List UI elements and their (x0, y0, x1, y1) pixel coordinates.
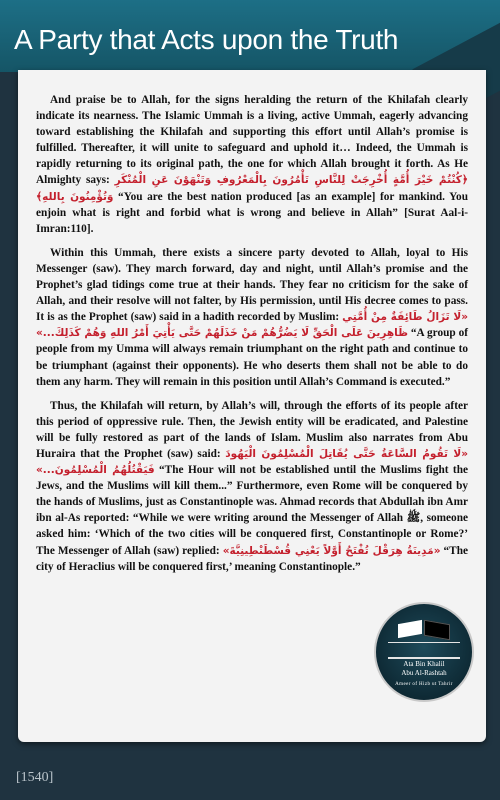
page-number: [1540] (16, 770, 54, 785)
emblem-subtitle: Ameer of Hizb ut Tahrir (395, 682, 453, 687)
emblem-name-line2: Abu Al-Rashtah (401, 669, 447, 677)
paragraph-2 (36, 245, 468, 390)
hadith-arabic: «لَا تَزَالُ طَائِفَةٌ مِنْ أُمَّتِي ظَاهِرِينَ عَلَى الْحَقِّ لَا يَضُرُّهُمْ مَنْ خَذَلَهُمْ حَتَّى يَأْتِيَ أَمْرُ اللهِ وَهُمْ كَذَلِكَ...» (36, 311, 468, 340)
paragraph-text: “The city of Heraclius will be conquered first,’ meaning Constantinople.” (36, 544, 469, 573)
hadith-arabic: «لَا تَقُومُ السَّاعَةُ حَتَّى يُقَاتِلَ الْمُسْلِمُونَ الْيَهُودَ فَيَقْتُلُهُمُ الْمُسْلِمُونَ...» (36, 447, 468, 477)
black-flag-icon (424, 620, 450, 641)
white-flag-icon (398, 620, 422, 638)
paragraph-text: And praise be to Allah, for the signs heralding the return of the Khilafah clearly indicate its nearness. The Islamic Ummah is a living, active Ummah, eagerly advancing toward establishing the Khilafah and supporting this effort until Allah’s promise is fulfilled. Thereafter, it will unite to safeguard and uphold it… Indeed, the Ummah is rapidly returning to its original path, the one for which Allah brought it forth. As He Almighty says: (36, 94, 468, 187)
paragraph-1 (36, 92, 468, 237)
paragraph-text: “A group of people from my Umma will always remain triumphant on the right path and continue to be triumphant (against their opponents). He who deserts them shall not be able to do them any harm. They will remain in this position until Allah’s Command is executed.” (36, 327, 468, 388)
paragraph-text: “The Hour will not be established until the Muslims fight the Jews, and the Muslims will kill them...” Furthermore, even Rome will be conquered by the hands of Muslims, just as Constantinople was. Ahmad records that Abdullah ibn Amr ibn al-As reported: “While we were writing around the Messenger of Allah ﷺ, someone asked him: ‘Which of the two cities will be conquered first, Constantinople or Rome?’ The Messenger of Allah (saw) replied: (36, 464, 468, 557)
emblem-name (376, 660, 472, 678)
arabic-calligraphy-icon (388, 642, 460, 659)
paragraph-text: Within this Ummah, there exists a sincere party devoted to Allah, loyal to His Messenger (saw). They march forward, day and night, until Allah’s promise and the Prophet’s glad tidings come true at their hands. They fear no criticism for the sake of Allah, and their resolve will not falter, by His permission, until His decree comes to pass. It is as the Prophet (saw) said in a hadith recorded by Muslim: (36, 246, 468, 324)
article-body (36, 92, 468, 583)
quran-verse-arabic: ﴿كُنْتُمْ خَيْرَ أُمَّةٍ أُخْرِجَتْ لِلنَّاسِ تَأْمُرُونَ بِالْمَعْرُوفِ وَتَنْهَوْنَ عَنِ الْمُنْكَرِ وَتُؤْمِنُونَ بِاللهِ﴾ (36, 174, 469, 203)
hadith-arabic: «مَدِينَةُ هِرَقْلَ تُفْتَحُ أَوَّلاً يَعْنِي قُسْطَنْطِينِيَّةَ» (222, 544, 441, 557)
article-panel (18, 70, 486, 742)
ameer-emblem-logo (374, 602, 474, 702)
paragraph-text: Thus, the Khilafah will return, by Allah’s will, through the efforts of its people after this period of oppressive rule. Then, the Jewish entity will be eradicated, and Palestine will be fully restored as part of the lands of Islam. Muslim also narrates from Abu Huraira that the Prophet (saw) said: (36, 399, 468, 460)
paragraph-3 (36, 398, 468, 575)
page-title: A Party that Acts upon the Truth (14, 24, 399, 55)
emblem-name-line1: Ata Bin Khalil (403, 660, 445, 668)
paragraph-text: “You are the best nation produced [as an example] for mankind. You enjoin what is right and forbid what is wrong and believe in Allah” [Surat Aal-i-Imran:110]. (36, 190, 468, 235)
